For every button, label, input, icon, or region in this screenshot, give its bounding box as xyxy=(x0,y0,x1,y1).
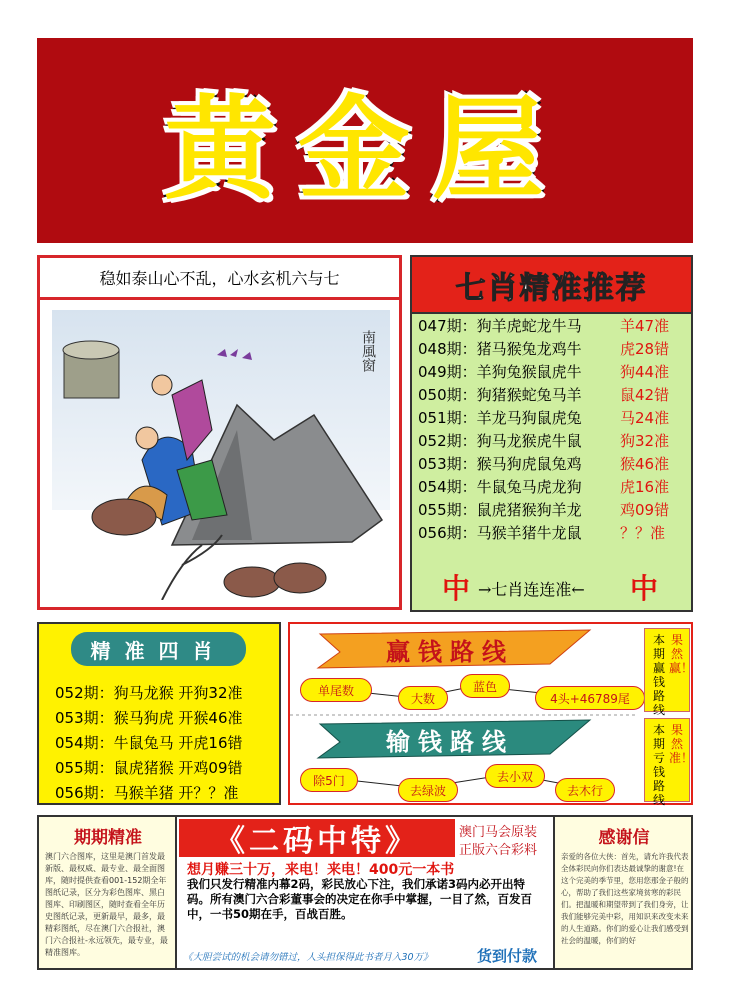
seven-zodiac-panel xyxy=(410,255,693,612)
lose-item: 除5门 xyxy=(300,768,358,792)
seven-title: 七肖精准推荐 xyxy=(455,270,648,306)
illustration-drawing xyxy=(52,310,390,600)
bottom-left-text: 澳门六合图库，这里是澳门首发最新版、最权威、最专业、最全面图库，随时提供查看001-152期全年图纸记录，区分为彩色图库、黑白图库、印刷图区，随时查看全年历史图纸记录，更新最早，最多，最精彩图纸，尽在澳门六合报社，澳门六合报社-永远领先，最专业，最精准图库。 xyxy=(45,852,168,957)
win-side-box: 本期赢钱路线 果然赢！ xyxy=(644,628,690,712)
main-title: 《二码中特》 xyxy=(179,819,455,857)
seven-row: 055期：鼠虎猪猴狗羊龙 鸡09错 xyxy=(418,501,670,519)
thanks-letter-text: 亲爱的各位大侠：首先，请允许我代表全体彩民向你们表达最诚挚的谢意!在这个完美的季节里，您用您那金子般的心，帮助了我们这些家境贫寒的彩民们。把温暖和期望带到了我们身旁，让我们能够完美中彩，用知识来改变未来的人生道路。你们的爱心让我们感受到社会的温暖，你们的好 xyxy=(561,852,689,945)
illustration-label: 南風窗 xyxy=(360,330,376,372)
bottom-right-box xyxy=(553,817,691,968)
seven-row: 048期：猪马猴兔龙鸡牛 虎28错 xyxy=(418,340,670,358)
four-row: 055期：鼠虎猪猴 开鸡09错 xyxy=(55,759,243,777)
brand-title: 黄金屋 xyxy=(164,84,566,215)
bottom-left-title: 期期精准 xyxy=(74,828,142,848)
win-item: 大数 xyxy=(398,686,448,710)
route-panel xyxy=(288,622,693,805)
bottom-main xyxy=(179,817,551,968)
zhong-mark-left: 中 xyxy=(442,572,471,605)
seven-row: 051期：羊龙马狗鼠虎兔 马24准 xyxy=(418,409,670,427)
four-title: 精准四肖 xyxy=(71,632,246,666)
bottom-section xyxy=(37,815,693,970)
seven-row: 054期：牛鼠兔马虎龙狗 虎16准 xyxy=(418,478,670,496)
main-subtitle-1: 澳门马会原装 xyxy=(459,825,538,840)
win-item: 4头+46789尾 xyxy=(535,686,645,710)
seven-row: 052期：狗马龙猴虎牛鼠 狗32准 xyxy=(418,432,670,450)
seven-row: 049期：羊狗兔猴鼠虎牛 狗44准 xyxy=(418,363,670,381)
left-panel xyxy=(37,255,402,610)
lose-item: 去木行 xyxy=(555,778,615,802)
motto-text: 稳如泰山心不乱，心水玄机六与七 xyxy=(40,258,399,300)
cash-on-delivery: 货到付款 xyxy=(477,947,538,965)
seven-title-bar xyxy=(412,257,691,314)
lose-item: 去小双 xyxy=(485,764,545,788)
illustration xyxy=(52,310,390,600)
seven-note: →七肖连连准← xyxy=(478,580,585,599)
lose-route-title: 输钱路线 xyxy=(386,726,514,756)
main-subtitle-2: 正版六合彩料 xyxy=(459,843,538,858)
seven-row: 056期：马猴羊猪牛龙鼠 ？？准 xyxy=(418,524,666,542)
seven-row: 053期：猴马狗虎鼠兔鸡 猴46准 xyxy=(418,455,670,473)
seven-row: 047期：狗羊虎蛇龙牛马 羊47准 xyxy=(418,317,670,335)
main-body: 我们只发行精准内幕2码，彩民放心下注，我们承诺3码内必开出特码。所有澳门六合彩董事会的决定在你手中掌握，一目了然，百发百中，一书50期在手，百战百胜。 xyxy=(187,877,532,921)
win-item: 蓝色 xyxy=(460,674,510,698)
lose-side-box: 本期亏钱路线 果然准！ xyxy=(644,718,690,802)
header-banner xyxy=(37,38,693,243)
seven-row: 050期：狗猪猴蛇兔马羊 鼠42错 xyxy=(418,386,670,404)
win-item: 单尾数 xyxy=(300,678,372,702)
four-row: 052期：狗马龙猴 开狗32准 xyxy=(55,684,243,702)
lose-item: 去绿波 xyxy=(398,778,458,802)
zhong-mark-right: 中 xyxy=(630,572,659,605)
seven-footer xyxy=(412,567,691,607)
bottom-left-box xyxy=(39,817,177,968)
main-footnote: 《大胆尝试的机会请勿错过，人头担保得此书者月入30万》 xyxy=(183,952,433,963)
four-row: 053期：猴马狗虎 开猴46准 xyxy=(55,709,243,727)
main-slogan: 想月赚三十万，来电！来电！400元一本书 xyxy=(187,862,455,878)
four-row: 056期：马猴羊猪 开？？准 xyxy=(55,784,239,802)
four-row: 054期：牛鼠兔马 开虎16错 xyxy=(55,734,243,752)
win-route-title: 赢钱路线 xyxy=(386,636,514,666)
four-zodiac-panel xyxy=(37,622,281,805)
thanks-letter-title: 感谢信 xyxy=(598,828,650,848)
